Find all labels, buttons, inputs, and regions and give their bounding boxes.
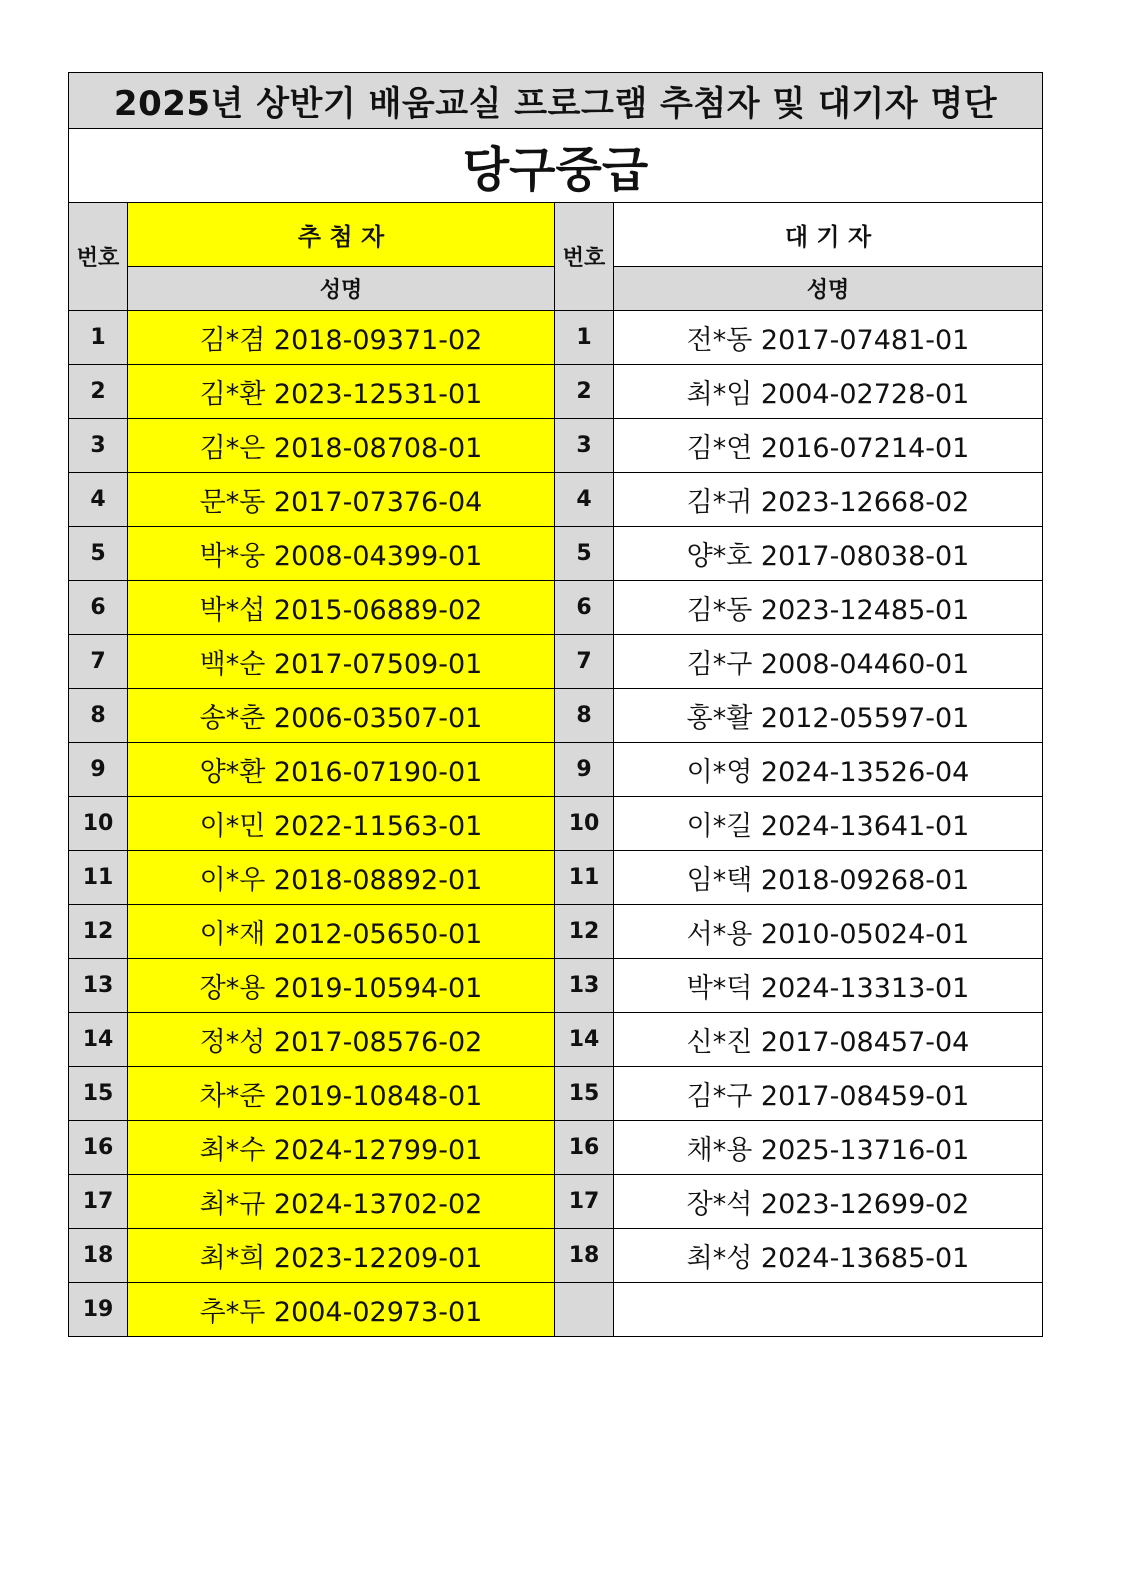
table-row bbox=[69, 419, 1043, 473]
waitlist-group-header: 대 기 자 bbox=[614, 203, 1043, 267]
winner-name-cell: 장*용 2019-10594-01 bbox=[128, 959, 555, 1013]
waitlist-name-cell: 서*용 2010-05024-01 bbox=[614, 905, 1043, 959]
table-row bbox=[69, 743, 1043, 797]
winner-number-cell: 13 bbox=[69, 959, 128, 1013]
winner-name-cell: 차*준 2019-10848-01 bbox=[128, 1067, 555, 1121]
waitlist-name-header: 성명 bbox=[614, 267, 1043, 311]
waitlist-number-cell: 4 bbox=[555, 473, 614, 527]
waitlist-number-cell: 5 bbox=[555, 527, 614, 581]
waitlist-number-cell: 17 bbox=[555, 1175, 614, 1229]
table-row bbox=[69, 1067, 1043, 1121]
winner-number-cell: 17 bbox=[69, 1175, 128, 1229]
table-row bbox=[69, 365, 1043, 419]
winner-name-cell: 이*민 2022-11563-01 bbox=[128, 797, 555, 851]
waitlist-name-cell: 장*석 2023-12699-02 bbox=[614, 1175, 1043, 1229]
waitlist-name-cell: 신*진 2017-08457-04 bbox=[614, 1013, 1043, 1067]
winner-name-cell: 이*재 2012-05650-01 bbox=[128, 905, 555, 959]
table-row bbox=[69, 905, 1043, 959]
winner-name-cell: 최*수 2024-12799-01 bbox=[128, 1121, 555, 1175]
waitlist-name-cell: 홍*활 2012-05597-01 bbox=[614, 689, 1043, 743]
waitlist-name-cell: 양*호 2017-08038-01 bbox=[614, 527, 1043, 581]
winner-name-cell: 박*웅 2008-04399-01 bbox=[128, 527, 555, 581]
table-row bbox=[69, 959, 1043, 1013]
waitlist-name-cell: 박*덕 2024-13313-01 bbox=[614, 959, 1043, 1013]
winner-number-cell: 8 bbox=[69, 689, 128, 743]
waitlist-name-cell bbox=[614, 1283, 1043, 1337]
winner-number-cell: 16 bbox=[69, 1121, 128, 1175]
program-name: 당구중급 bbox=[69, 129, 1043, 203]
winner-name-cell: 이*우 2018-08892-01 bbox=[128, 851, 555, 905]
winner-name-cell: 박*섭 2015-06889-02 bbox=[128, 581, 555, 635]
waitlist-name-cell: 임*택 2018-09268-01 bbox=[614, 851, 1043, 905]
waitlist-name-cell: 이*영 2024-13526-04 bbox=[614, 743, 1043, 797]
winner-number-cell: 11 bbox=[69, 851, 128, 905]
waitlist-name-cell: 전*동 2017-07481-01 bbox=[614, 311, 1043, 365]
winner-name-cell: 양*환 2016-07190-01 bbox=[128, 743, 555, 797]
winner-number-cell: 5 bbox=[69, 527, 128, 581]
waitlist-name-cell: 김*구 2008-04460-01 bbox=[614, 635, 1043, 689]
waitlist-number-cell: 11 bbox=[555, 851, 614, 905]
table-row bbox=[69, 1229, 1043, 1283]
winner-name-cell: 김*겸 2018-09371-02 bbox=[128, 311, 555, 365]
waitlist-name-cell: 최*임 2004-02728-01 bbox=[614, 365, 1043, 419]
waitlist-number-cell: 14 bbox=[555, 1013, 614, 1067]
waitlist-number-cell: 15 bbox=[555, 1067, 614, 1121]
waitlist-name-cell: 김*귀 2023-12668-02 bbox=[614, 473, 1043, 527]
table-row bbox=[69, 527, 1043, 581]
roster-table bbox=[68, 72, 1043, 1337]
winner-number-cell: 4 bbox=[69, 473, 128, 527]
table-row bbox=[69, 635, 1043, 689]
winner-number-cell: 7 bbox=[69, 635, 128, 689]
winner-number-cell: 9 bbox=[69, 743, 128, 797]
winners-group-header: 추 첨 자 bbox=[128, 203, 555, 267]
waitlist-number-cell: 13 bbox=[555, 959, 614, 1013]
winners-name-header: 성명 bbox=[128, 267, 555, 311]
waitlist-number-cell: 1 bbox=[555, 311, 614, 365]
winner-name-cell: 최*희 2023-12209-01 bbox=[128, 1229, 555, 1283]
table-row bbox=[69, 689, 1043, 743]
winner-name-cell: 송*춘 2006-03507-01 bbox=[128, 689, 555, 743]
roster-body bbox=[69, 73, 1043, 1337]
table-row bbox=[69, 1283, 1043, 1337]
table-row bbox=[69, 851, 1043, 905]
table-row bbox=[69, 1175, 1043, 1229]
waitlist-number-cell: 10 bbox=[555, 797, 614, 851]
winner-name-cell: 김*은 2018-08708-01 bbox=[128, 419, 555, 473]
waitlist-name-cell: 채*용 2025-13716-01 bbox=[614, 1121, 1043, 1175]
winners-number-header: 번호 bbox=[69, 203, 128, 311]
winner-number-cell: 12 bbox=[69, 905, 128, 959]
table-row bbox=[69, 581, 1043, 635]
waitlist-number-cell bbox=[555, 1283, 614, 1337]
winner-name-cell: 김*환 2023-12531-01 bbox=[128, 365, 555, 419]
waitlist-number-header: 번호 bbox=[555, 203, 614, 311]
table-row bbox=[69, 1013, 1043, 1067]
winner-number-cell: 2 bbox=[69, 365, 128, 419]
winner-number-cell: 18 bbox=[69, 1229, 128, 1283]
waitlist-name-cell: 김*연 2016-07214-01 bbox=[614, 419, 1043, 473]
winner-number-cell: 15 bbox=[69, 1067, 128, 1121]
waitlist-number-cell: 2 bbox=[555, 365, 614, 419]
winner-number-cell: 6 bbox=[69, 581, 128, 635]
winner-name-cell: 추*두 2004-02973-01 bbox=[128, 1283, 555, 1337]
waitlist-number-cell: 9 bbox=[555, 743, 614, 797]
table-row bbox=[69, 473, 1043, 527]
winner-name-cell: 백*순 2017-07509-01 bbox=[128, 635, 555, 689]
winner-name-cell: 정*성 2017-08576-02 bbox=[128, 1013, 555, 1067]
winner-number-cell: 3 bbox=[69, 419, 128, 473]
subtitle-row bbox=[69, 129, 1043, 203]
waitlist-name-cell: 최*성 2024-13685-01 bbox=[614, 1229, 1043, 1283]
table-row bbox=[69, 1121, 1043, 1175]
table-row bbox=[69, 311, 1043, 365]
waitlist-number-cell: 12 bbox=[555, 905, 614, 959]
waitlist-name-cell: 김*동 2023-12485-01 bbox=[614, 581, 1043, 635]
waitlist-name-cell: 이*길 2024-13641-01 bbox=[614, 797, 1043, 851]
winner-number-cell: 14 bbox=[69, 1013, 128, 1067]
winner-number-cell: 19 bbox=[69, 1283, 128, 1337]
waitlist-number-cell: 8 bbox=[555, 689, 614, 743]
waitlist-number-cell: 3 bbox=[555, 419, 614, 473]
page-title: 2025년 상반기 배움교실 프로그램 추첨자 및 대기자 명단 bbox=[69, 73, 1043, 129]
header-row-groups bbox=[69, 203, 1043, 267]
title-row bbox=[69, 73, 1043, 129]
waitlist-number-cell: 6 bbox=[555, 581, 614, 635]
winner-number-cell: 1 bbox=[69, 311, 128, 365]
winner-name-cell: 최*규 2024-13702-02 bbox=[128, 1175, 555, 1229]
winner-number-cell: 10 bbox=[69, 797, 128, 851]
waitlist-number-cell: 18 bbox=[555, 1229, 614, 1283]
waitlist-name-cell: 김*구 2017-08459-01 bbox=[614, 1067, 1043, 1121]
waitlist-number-cell: 16 bbox=[555, 1121, 614, 1175]
winner-name-cell: 문*동 2017-07376-04 bbox=[128, 473, 555, 527]
waitlist-number-cell: 7 bbox=[555, 635, 614, 689]
table-row bbox=[69, 797, 1043, 851]
